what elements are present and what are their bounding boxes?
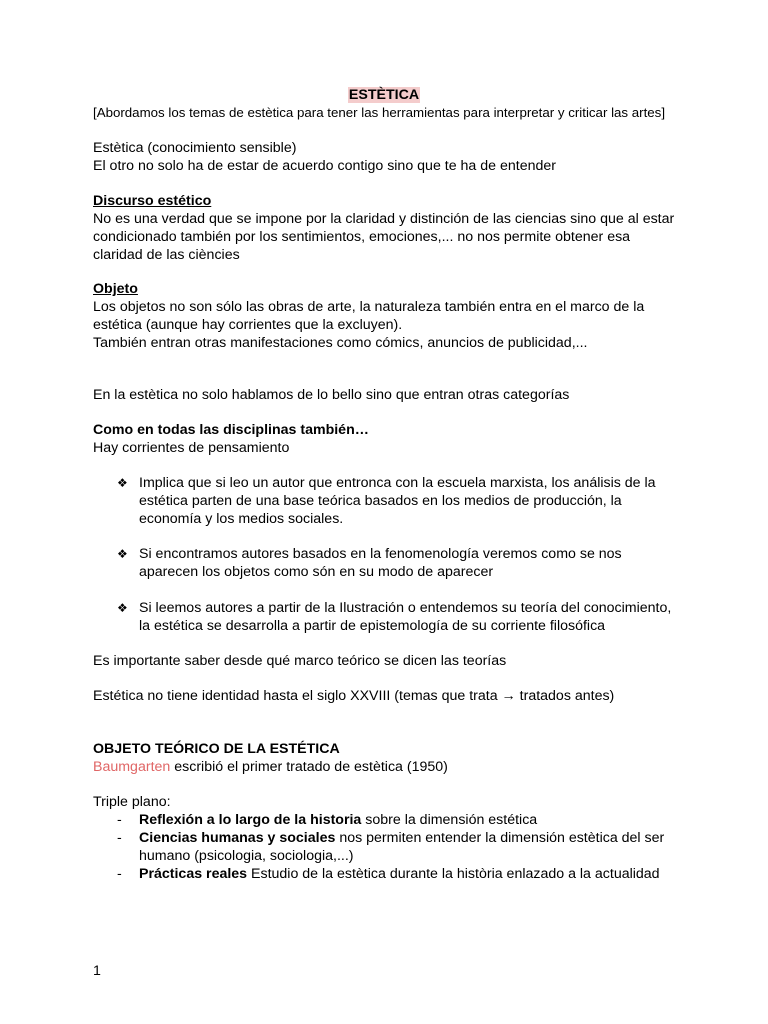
section-heading-objeto: Objeto (93, 281, 138, 297)
intro-block (93, 104, 693, 122)
list-item (117, 865, 677, 883)
section-heading-objeto-teorico: OBJETO TEÓRICO DE LA ESTÉTICA (93, 741, 340, 757)
paragraph-line: Estética no tiene identidad hasta el siglo XXVIII (temas que trata → tratados antes) (93, 688, 615, 704)
bullet-list (117, 599, 677, 635)
paragraph-line: También entran otras manifestaciones como cómics, anuncios de publicidad,... (93, 335, 588, 351)
title-row (0, 86, 768, 104)
list-item-line: la estética se desarrolla a partir de epistemología de su corriente filosófica (139, 618, 606, 634)
list-item-line: humano (psicologia, sociologia,...) (139, 848, 354, 864)
paragraph-line: Hay corrientes de pensamiento (93, 440, 290, 456)
list-item-line: economía y los medios sociales. (139, 511, 344, 527)
dash-bullet-icon: - (117, 866, 122, 882)
list-item-bold: Prácticas reales (139, 866, 248, 882)
discurso-section (93, 192, 693, 264)
dash-bullet-icon: - (117, 830, 122, 846)
list-item-line: Si encontramos autores basados en la fenomenología veremos como se nos (139, 546, 622, 562)
page-number: 1 (93, 963, 101, 979)
diamond-bullet-icon: ❖ (117, 547, 128, 561)
objeto-teorico-section (93, 740, 693, 776)
bullet-list (117, 474, 677, 528)
list-item (117, 829, 677, 865)
paragraph-line: estética (aunque hay corrientes que la excluyen). (93, 317, 403, 333)
paragraph-line: Los objetos no son sólo las obras de arte, la naturaleza también entra en el marco de la (93, 299, 645, 315)
paragraph-line: condicionado también por los sentimientos, emociones,... no nos permite obtener esa (93, 229, 631, 245)
list-item-bold: Reflexión a lo largo de la historia (139, 812, 362, 828)
objeto-section (93, 280, 693, 352)
definition-line: Estètica (conocimiento sensible) (93, 140, 297, 156)
list-item-line (139, 865, 677, 883)
triple-label: Triple plano: (93, 794, 171, 810)
definition-block (93, 139, 693, 175)
list-item-text: sobre la dimensión estética (361, 812, 538, 828)
paragraph-line: No es una verdad que se impone por la claridad y distinción de las ciencias sino que al estar (93, 211, 675, 227)
section-heading-disciplinas: Como en todas las disciplinas también… (93, 422, 369, 438)
list-item-line: aparecen los objetos como són en su modo de aparecer (139, 564, 494, 580)
paragraph-line: claridad de las ciències (93, 247, 240, 263)
intro-text: [Abordamos los temas de estètica para tener las herramientas para interpretar y criticar las artes] (93, 105, 666, 120)
list-item-line (139, 829, 677, 847)
list-item-line: Si leemos autores a partir de la Ilustración o entendemos su teoría del conocimiento, (139, 600, 672, 616)
diamond-bullet-icon: ❖ (117, 601, 128, 615)
bullet-list (117, 545, 677, 581)
definition-line: El otro no solo ha de estar de acuerdo contigo sino que te ha de entender (93, 158, 556, 174)
list-item (117, 545, 677, 581)
paragraph-line (93, 758, 693, 776)
list-item (117, 811, 677, 829)
categorias-block (93, 386, 693, 404)
list-item-line (139, 811, 677, 829)
paragraph-line: En la estètica no solo hablamos de lo bello sino que entran otras categorías (93, 387, 570, 403)
list-item-text: Estudio de la estètica durante la història enlazado a la actualidad (247, 866, 660, 882)
dash-bullet-icon: - (117, 812, 122, 828)
list-item-bold: Ciencias humanas y sociales (139, 830, 336, 846)
author-sentence: escribió el primer tratado de estètica (1950) (170, 759, 448, 775)
page-title: ESTÈTICA (348, 87, 420, 103)
list-item-line: Implica que si leo un autor que entronca con la escuela marxista, los análisis de la (139, 475, 656, 491)
list-item (117, 599, 677, 635)
list-item-text: nos permiten entender la dimensión estètica del ser (335, 830, 665, 846)
marco-block (93, 652, 693, 670)
identidad-block (93, 687, 693, 705)
diamond-bullet-icon: ❖ (117, 476, 128, 490)
section-heading-discurso: Discurso estético (93, 193, 212, 209)
list-item (117, 474, 677, 528)
paragraph-line: Es importante saber desde qué marco teórico se dicen las teorías (93, 653, 507, 669)
triple-label-block (93, 793, 693, 811)
author-name: Baumgarten (93, 759, 171, 775)
dash-list (117, 811, 677, 883)
disciplinas-section (93, 421, 693, 457)
list-item-line: estética parten de una base teórica basados en los medios de producción, la (139, 493, 622, 509)
